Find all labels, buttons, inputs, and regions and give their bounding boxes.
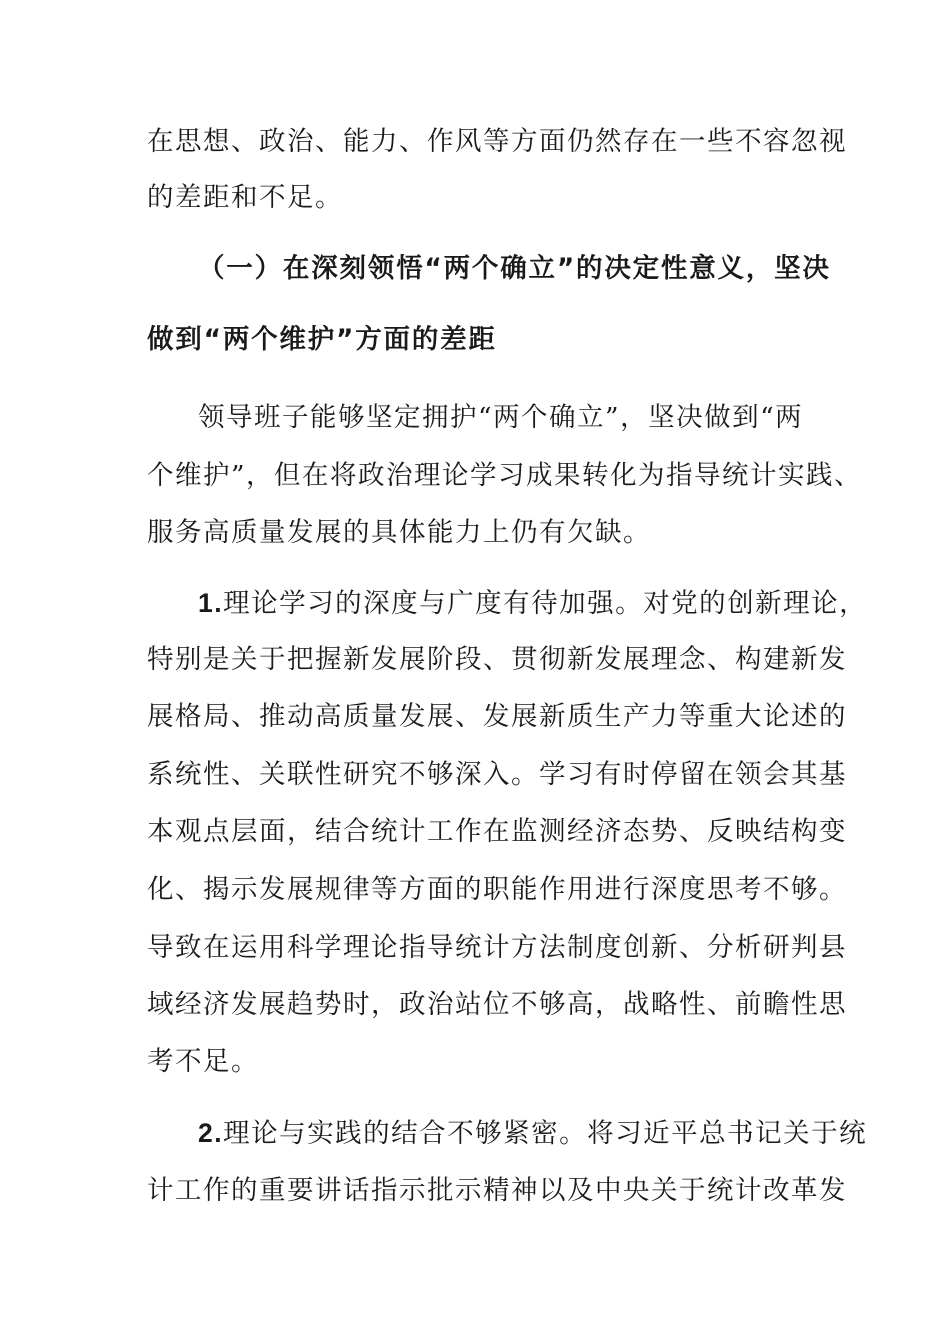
body-text-line: 导致在运用科学理论指导统计方法制度创新、分析研判县 [147, 932, 847, 963]
body-text-line: 考不足。 [147, 1046, 259, 1077]
item-number: 2. [198, 1118, 224, 1148]
body-text-line: 服务高质量发展的具体能力上仍有欠缺。 [147, 517, 651, 548]
body-text-line: 化、揭示发展规律等方面的职能作用进行深度思考不够。 [147, 874, 847, 905]
item-text: 理论与实践的结合不够紧密。将习近平总书记关于统 [223, 1118, 868, 1149]
body-text-line: 计工作的重要讲话指示批示精神以及中央关于统计改革发 [147, 1175, 847, 1206]
body-text-line: 域经济发展趋势时，政治站位不够高，战略性、前瞻性思 [147, 989, 847, 1020]
item-text: 理论学习的深度与广度有待加强。对党的创新理论， [223, 588, 868, 619]
section-heading: （一）在深刻领悟“两个确立”的决定性意义，坚决 [198, 253, 831, 284]
body-text-line: 特别是关于把握新发展阶段、贯彻新发展理念、构建新发 [147, 644, 847, 675]
numbered-item-2 [198, 1120, 867, 1148]
numbered-item-1 [198, 590, 867, 618]
body-text-line: 领导班子能够坚定拥护“两个确立”，坚决做到“两 [198, 402, 804, 433]
body-text-line: 在思想、政治、能力、作风等方面仍然存在一些不容忽视 [147, 126, 847, 157]
body-text-line: 个维护”，但在将政治理论学习成果转化为指导统计实践、 [147, 460, 863, 491]
section-heading-continued: 做到“两个维护”方面的差距 [147, 324, 497, 355]
body-text-line: 的差距和不足。 [147, 182, 343, 213]
body-text-line: 展格局、推动高质量发展、发展新质生产力等重大论述的 [147, 701, 847, 732]
body-text-line: 本观点层面，结合统计工作在监测经济态势、反映结构变 [147, 816, 847, 847]
item-number: 1. [198, 588, 224, 618]
body-text-line: 系统性、关联性研究不够深入。学习有时停留在领会其基 [147, 759, 847, 790]
